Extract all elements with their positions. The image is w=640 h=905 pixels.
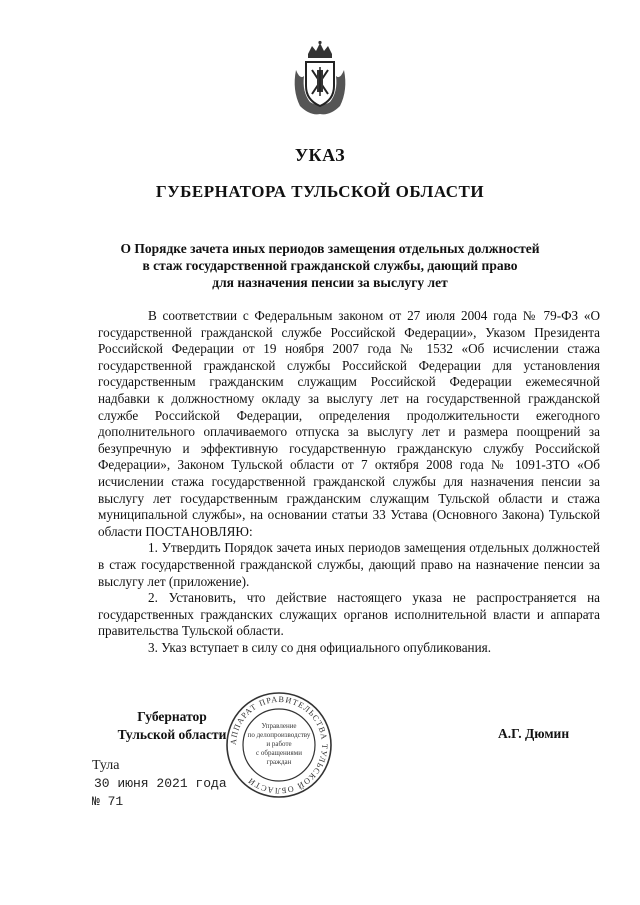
signatory-name: А.Г. Дюмин xyxy=(498,726,570,741)
city: Тула xyxy=(92,758,120,773)
subject-line: для назначения пенсии за выслугу лет xyxy=(212,275,448,290)
stamp-line: и работе xyxy=(266,740,292,748)
preamble-paragraph: В соответствии с Федеральным законом от 27 июля 2004 года № 79-ФЗ «О государственной гражданской службе Российской Федерации», Указом Президента Российской Федерации от 19 ноября 2007 года № 1532 «Об исчислении стажа государственной гражданской службы Российской Федерации для установления государственным гражданским служащим Российской Федерации ежемесячной надбавки к должностному окладу за выслугу лет на государственной гражданской службе Российской Федерации, определения продолжительности ежегодного дополнительного оплачиваемого отпуска за выслугу лет и размера поощрений за безупречную и эффективную государственную гражданскую службу Российской Федерации», Законом Тульской области от 7 октября 2008 года № 1091-ЗТО «Об исчислении стажа государственной гражданской службы для назначения пенсии за выслугу лет государственным гражданским служащим Тульской области и стажа муниципальной службы», на основании статьи 33 Устава (Основного Закона) Тульской области ПОСТАНОВЛЯЮ: xyxy=(98,308,600,539)
decree-body xyxy=(98,308,600,656)
decree-title: УКАЗ xyxy=(294,145,346,165)
position-line: Тульской области xyxy=(117,727,227,742)
decree-footer xyxy=(92,757,227,811)
stamp-ring-text: АППАРАТ ПРАВИТЕЛЬСТВА ТУЛЬСКОЙ ОБЛАСТИ xyxy=(228,694,330,796)
subject-line: в стаж государственной гражданской службы, дающий право xyxy=(142,258,518,273)
stamp-line: с обращениями xyxy=(256,749,302,757)
clause-3: 3. Указ вступает в силу со дня официального опубликования. xyxy=(148,639,492,655)
clause-2: 2. Установить, что действие настоящего указа не распространяется на государственных гражданских служащих органов исполнительной власти и аппарата правительства Тульской области. xyxy=(98,590,600,639)
issuer-title: ГУБЕРНАТОРА ТУЛЬСКОЙ ОБЛАСТИ xyxy=(155,182,485,201)
stamp-line: по делопроизводству xyxy=(247,731,311,739)
stamp-line: граждан xyxy=(266,758,292,766)
signatory-position xyxy=(108,708,236,744)
subject-line: О Порядке зачета иных периодов замещения отдельных должностей xyxy=(120,241,540,256)
official-stamp xyxy=(224,690,334,800)
decree-number: № 71 xyxy=(92,794,124,809)
tula-coat-of-arms-icon xyxy=(290,40,350,118)
decree-date: 30 июня 2021 года xyxy=(94,776,227,791)
decree-subject xyxy=(80,240,580,291)
position-line: Губернатор xyxy=(137,709,207,724)
clause-1: 1. Утвердить Порядок зачета иных периодов замещения отдельных должностей в стаж государственной гражданской службы, дающий право на назначение пенсии за выслугу лет (приложение). xyxy=(98,540,600,589)
stamp-line: Управление xyxy=(261,722,297,730)
